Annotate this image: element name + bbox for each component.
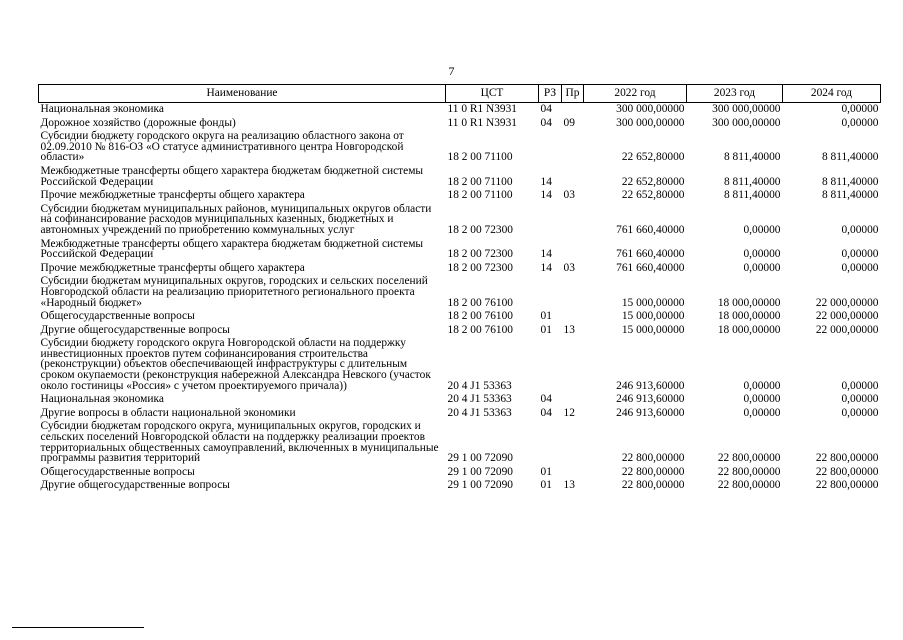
cell-pr (562, 466, 584, 480)
cell-cst: 18 2 00 76100 (447, 323, 513, 336)
cell-name: Субсидии бюджетам городского округа, муниципальных округов, городских и сельских поселений Новгородской области на поддержку реализации проектов территориальных общественных самоуправлений, включенных в муниципальные программы развития территорий (40, 420, 439, 465)
table-row (39, 275, 881, 310)
table-row (39, 310, 881, 324)
cell-rz: 01 (540, 310, 552, 323)
cell-2022: 22 652,80000 (621, 189, 685, 202)
cell-name: Другие общегосударственные вопросы (40, 323, 230, 336)
cell-rz: 01 (540, 465, 552, 478)
cell-2024: 8 811,40000 (821, 189, 879, 202)
table-row (39, 103, 881, 117)
cell-2024: 22 000,00000 (815, 310, 879, 323)
cell-pr (562, 393, 584, 407)
cell-2023: 8 811,40000 (723, 175, 781, 188)
cell-pr (562, 103, 584, 117)
cell-2023: 300 000,00000 (712, 116, 781, 129)
cell-2024: 22 000,00000 (815, 323, 879, 336)
cell-pr (562, 165, 584, 189)
cell-2024: 0,00000 (841, 248, 879, 261)
table-row (39, 466, 881, 480)
column-header-pr: Пр (562, 85, 584, 103)
cell-2022: 15 000,00000 (621, 310, 685, 323)
cell-rz: 04 (540, 406, 552, 419)
cell-rz: 14 (540, 189, 552, 202)
cell-name: Прочие межбюджетные трансферты общего характера (40, 261, 305, 274)
cell-cst: 18 2 00 71100 (447, 151, 513, 164)
cell-pr: 12 (563, 406, 575, 419)
cell-2023: 0,00000 (743, 248, 781, 261)
cell-cst: 20 4 J1 53363 (447, 406, 512, 419)
cell-rz (539, 337, 562, 393)
cell-pr (562, 130, 584, 165)
page-number: 7 (448, 64, 455, 78)
cell-rz: 04 (540, 116, 552, 129)
table-row (39, 324, 881, 338)
cell-2024: 8 811,40000 (821, 175, 879, 188)
cell-2024: 22 800,00000 (815, 452, 879, 465)
cell-cst: 18 2 00 72300 (447, 223, 513, 236)
table-row (39, 407, 881, 421)
cell-2024: 22 800,00000 (815, 465, 879, 478)
cell-2023: 8 811,40000 (723, 151, 781, 164)
cell-rz (539, 203, 562, 238)
table-row (39, 203, 881, 238)
cell-name: Общегосударственные вопросы (40, 465, 195, 478)
cell-2023: 0,00000 (743, 406, 781, 419)
table-row (39, 189, 881, 203)
footnote-divider (12, 627, 144, 628)
column-header-2022: 2022 год (584, 85, 687, 103)
cell-cst: 29 1 00 72090 (447, 465, 513, 478)
column-header-2024: 2024 год (783, 85, 881, 103)
cell-2024: 0,00000 (841, 116, 879, 129)
cell-cst: 18 2 00 72300 (447, 248, 513, 261)
cell-rz: 01 (540, 323, 552, 336)
table-row (39, 337, 881, 393)
cell-2023: 18 000,00000 (717, 296, 781, 309)
cell-pr: 09 (563, 116, 575, 129)
cell-cst: 20 4 J1 53363 (447, 379, 512, 392)
cell-pr: 13 (563, 479, 575, 492)
cell-2022: 246 913,60000 (616, 379, 685, 392)
cell-2022: 300 000,00000 (616, 103, 685, 115)
cell-2024: 22 800,00000 (815, 479, 879, 492)
cell-2022: 15 000,00000 (621, 323, 685, 336)
table-row (39, 117, 881, 131)
cell-pr (562, 420, 584, 465)
cell-2024: 0,00000 (841, 406, 879, 419)
cell-2023: 18 000,00000 (717, 323, 781, 336)
table-row (39, 262, 881, 276)
cell-name: Общегосударственные вопросы (40, 310, 195, 323)
cell-2023: 0,00000 (743, 379, 781, 392)
cell-pr: 03 (563, 261, 575, 274)
cell-2022: 761 660,40000 (616, 223, 685, 236)
cell-rz: 01 (540, 479, 552, 492)
budget-table (38, 84, 881, 493)
column-header-2023: 2023 год (687, 85, 783, 103)
cell-name: Межбюджетные трансферты общего характера бюджетам бюджетной системы Российской Федерации (40, 237, 424, 261)
cell-cst: 18 2 00 76100 (447, 296, 513, 309)
cell-pr (562, 337, 584, 393)
cell-cst: 20 4 J1 53363 (447, 393, 512, 406)
cell-cst: 18 2 00 71100 (447, 175, 513, 188)
cell-rz: 14 (540, 175, 552, 188)
cell-2022: 22 800,00000 (621, 479, 685, 492)
cell-cst: 29 1 00 72090 (447, 479, 513, 492)
column-header-rz: РЗ (539, 85, 562, 103)
cell-name: Субсидии бюджетам муниципальных округов, городских и сельских поселений Новгородской области на реализацию приоритетного регионального проекта «Народный бюджет» (40, 275, 428, 309)
cell-2022: 761 660,40000 (616, 248, 685, 261)
cell-name: Межбюджетные трансферты общего характера бюджетам бюджетной системы Российской Федерации (40, 164, 424, 188)
cell-2023: 8 811,40000 (723, 189, 781, 202)
cell-name: Национальная экономика (40, 393, 164, 406)
cell-rz: 14 (540, 248, 552, 261)
cell-pr (562, 310, 584, 324)
cell-pr (562, 275, 584, 310)
cell-2022: 22 652,80000 (621, 151, 685, 164)
cell-rz: 04 (540, 103, 552, 115)
cell-cst: 18 2 00 76100 (447, 310, 513, 323)
cell-name: Субсидии бюджету городского округа Новгородской области на поддержку инвестиционных проектов путем софинансирования строительства (реконструкции) объектов обеспечивающей инфраструктуры с длительным сроком окупаемости (реконструкция набережной Александра Невского (участок около гостиницы «Россия» с учетом проектируемого причала)) (40, 337, 431, 392)
cell-cst: 11 0 R1 N3931 (447, 116, 518, 129)
cell-name: Прочие межбюджетные трансферты общего характера (40, 189, 305, 202)
cell-2024: 0,00000 (841, 223, 879, 236)
cell-pr: 13 (563, 323, 575, 336)
cell-2024: 0,00000 (841, 261, 879, 274)
column-header-name: Наименование (39, 85, 446, 103)
cell-name: Другие общегосударственные вопросы (40, 479, 230, 492)
cell-2022: 22 800,00000 (621, 465, 685, 478)
cell-name: Дорожное хозяйство (дорожные фонды) (40, 116, 236, 129)
cell-rz (539, 420, 562, 465)
table-body (39, 103, 881, 494)
table-row (39, 238, 881, 262)
cell-2022: 246 913,60000 (616, 406, 685, 419)
cell-2023: 0,00000 (743, 261, 781, 274)
cell-pr: 03 (563, 189, 575, 202)
cell-cst: 29 1 00 72090 (447, 452, 513, 465)
cell-cst: 18 2 00 71100 (447, 189, 513, 202)
cell-2024: 0,00000 (841, 103, 879, 115)
cell-2024: 8 811,40000 (821, 151, 879, 164)
cell-2024: 0,00000 (841, 379, 879, 392)
cell-name: Субсидии бюджетам муниципальных районов, муниципальных округов области на софинансирование расходов муниципальных казенных, бюджетных и автономных учреждений по приобретению коммунальных услуг (40, 202, 432, 236)
cell-pr (562, 203, 584, 238)
cell-2022: 761 660,40000 (616, 261, 685, 274)
cell-2023: 300 000,00000 (712, 103, 781, 115)
cell-name: Другие вопросы в области национальной экономики (40, 406, 296, 419)
cell-2022: 300 000,00000 (616, 116, 685, 129)
cell-cst: 11 0 R1 N3931 (447, 103, 518, 115)
cell-rz (539, 130, 562, 165)
column-header-cst: ЦСТ (446, 85, 539, 103)
table-row (39, 165, 881, 189)
table-row (39, 420, 881, 465)
cell-cst: 18 2 00 72300 (447, 261, 513, 274)
cell-2024: 22 000,00000 (815, 296, 879, 309)
cell-2023: 22 800,00000 (717, 465, 781, 478)
cell-2023: 18 000,00000 (717, 310, 781, 323)
table-row (39, 130, 881, 165)
cell-name: Субсидии бюджету городского округа на реализацию областного закона от 02.09.2010 № 816-ОЗ «О статусе административного центра Новгородской области» (40, 130, 404, 164)
table-row (39, 479, 881, 493)
cell-name: Национальная экономика (40, 103, 164, 115)
cell-pr (562, 238, 584, 262)
cell-2023: 0,00000 (743, 223, 781, 236)
table-row (39, 393, 881, 407)
cell-rz: 14 (540, 261, 552, 274)
cell-2022: 15 000,00000 (621, 296, 685, 309)
cell-2023: 0,00000 (743, 393, 781, 406)
cell-2023: 22 800,00000 (717, 452, 781, 465)
cell-2024: 0,00000 (841, 393, 879, 406)
cell-2022: 246 913,60000 (616, 393, 685, 406)
table-header-row (39, 85, 881, 103)
cell-2022: 22 800,00000 (621, 452, 685, 465)
cell-rz: 04 (540, 393, 552, 406)
cell-rz (539, 275, 562, 310)
cell-2023: 22 800,00000 (717, 479, 781, 492)
cell-2022: 22 652,80000 (621, 175, 685, 188)
